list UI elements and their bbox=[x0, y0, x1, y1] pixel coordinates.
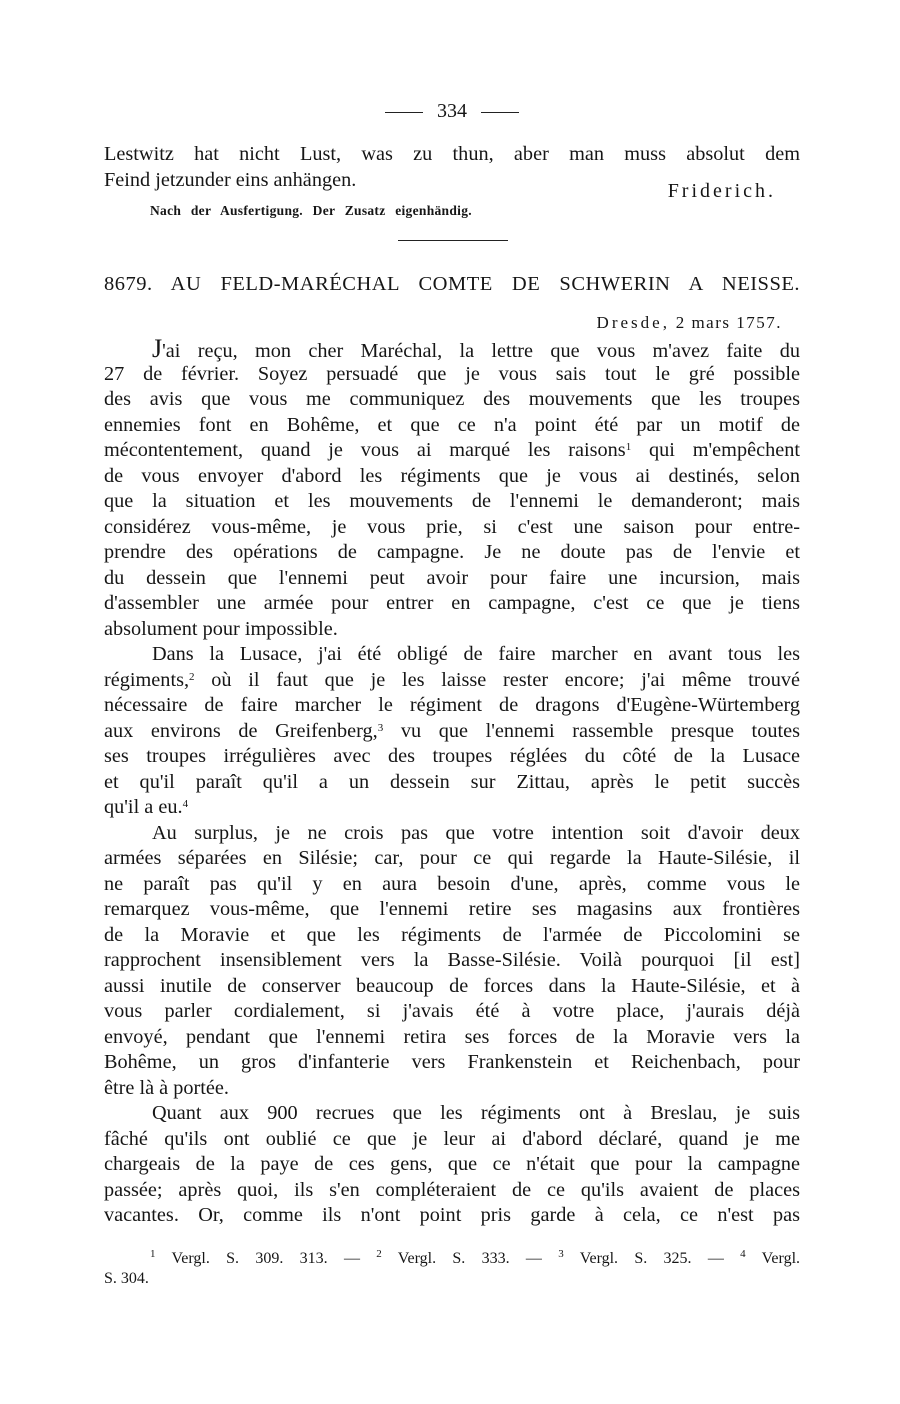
signature: Friderich. bbox=[667, 180, 776, 202]
dateline-place: Dresde, bbox=[596, 313, 670, 332]
page-number: 334 bbox=[104, 100, 800, 123]
letter-heading: 8679. AU FELD-MARÉCHAL COMTE DE SCHWERIN A NEISSE. bbox=[104, 273, 800, 295]
body-line: nécessaire de faire marcher le régiment de dragons d'Eugène-Würtemberg bbox=[104, 694, 800, 716]
body-line: ennemies font en Bohême, et que ce n'a point été par un motif de bbox=[104, 413, 800, 436]
footnote-ref: 4 bbox=[182, 798, 189, 810]
body-line: qu'il a eu.$^4$ bbox=[104, 796, 189, 818]
body-line: régiments,$^2$ où il faut que je les laisse rester encore; j'ai même trouvé bbox=[104, 668, 800, 691]
body-line: du dessein que l'ennemi peut avoir pour faire une incursion, mais bbox=[104, 566, 800, 589]
body-line: remarquez vous-même, que l'ennemi retire ses magasins aux frontières bbox=[104, 898, 800, 920]
body-line: 27 de février. Soyez persuadé que je vous sais tout le gré possible bbox=[104, 362, 800, 385]
body-line: J'ai reçu, mon cher Maréchal, la lettre que vous m'avez faite du bbox=[152, 334, 800, 363]
letter-dateline bbox=[597, 313, 782, 333]
body-line: que la situation et les mouvements de l'ennemi le demanderont; mais bbox=[104, 490, 800, 512]
dateline-date: 2 mars 1757. bbox=[675, 313, 782, 332]
section-divider bbox=[398, 240, 508, 241]
body-line: passée; après quoi, ils s'en compléteraient de ce qu'ils avaient de places bbox=[104, 1178, 800, 1201]
body-line: rapprochent insensiblement vers la Basse-Silésie. Voilà pourquoi [il est] bbox=[104, 949, 800, 971]
body-line: aux environs de Greifenberg,$^3$ vu que l'ennemi rassemble presque toutes bbox=[104, 719, 800, 742]
body-line: ne paraît pas qu'il y en aura besoin d'une, après, comme vous le bbox=[104, 872, 800, 895]
body-line: aussi inutile de conserver beaucoup de forces dans la Haute-Silésie, et à bbox=[104, 974, 800, 997]
footnote-ref: 3 bbox=[377, 721, 384, 734]
footnote-line: S. 304. bbox=[104, 1270, 149, 1287]
body-line: des avis que vous me communiquez des mouvements que les troupes bbox=[104, 388, 800, 410]
body-line: ses troupes irrégulières avec des troupes réglées du côté de la Lusace bbox=[104, 745, 800, 767]
body-line: mécontentement, quand je vous ai marqué les raisons$^1$ qui m'empêchent bbox=[104, 439, 801, 461]
body-line: de la Moravie et que les régiments de l'armée de Piccolomini se bbox=[104, 923, 800, 946]
body-line: d'assembler une armée pour entrer en campagne, c'est ce que je tiens bbox=[104, 592, 800, 614]
closing-line-1: Lestwitz hat nicht Lust, was zu thun, aber man muss absolut dem bbox=[104, 143, 800, 165]
drop-cap: J bbox=[152, 334, 163, 363]
body-line: prendre des opérations de campagne. Je ne doute pas de l'envie et bbox=[104, 541, 800, 563]
footnote-ref: 1 bbox=[625, 441, 632, 453]
footnote-ref: 2 bbox=[189, 670, 195, 683]
body-line: vacantes. Or, comme ils n'ont point pris garde à cela, ce n'est pas bbox=[104, 1204, 800, 1226]
page-number-dash-right bbox=[481, 112, 519, 113]
body-line: fâché qu'ils ont oublié ce que je leur ai d'abord déclaré, quand je me bbox=[104, 1127, 800, 1150]
body-line: et qu'il paraît qu'il a un dessein sur Zittau, après le petit succès bbox=[104, 770, 800, 793]
body-line: envoyé, pendant que l'ennemi retira ses forces de la Moravie vers la bbox=[104, 1025, 800, 1048]
closing-line-2: Feind jetzunder eins anhängen. bbox=[104, 169, 357, 191]
body-line: vous parler cordialement, si j'avais été à votre place, j'aurais déjà bbox=[104, 1000, 800, 1022]
body-line: de vous envoyer d'abord les régiments que je vous ai destinés, selon bbox=[104, 464, 800, 487]
page-number-dash-left bbox=[385, 112, 423, 113]
body-line: chargeais de la paye de ces gens, que ce n'était que pour la campagne bbox=[104, 1153, 800, 1175]
body-line: considérez vous-même, je vous prie, si c'est une saison pour entre- bbox=[104, 515, 800, 538]
body-line: armées séparées en Silésie; car, pour ce qui regarde la Haute-Silésie, il bbox=[104, 847, 800, 869]
footnote-line: $^1$ Vergl. S. 309. 313. — $^2$ Vergl. S. 333. — $^3$ Vergl. S. 325. — $^4$ Vergl. bbox=[150, 1248, 801, 1267]
body-line: Dans la Lusace, j'ai été obligé de faire marcher en avant tous les bbox=[152, 643, 800, 665]
source-note: Nach der Ausfertigung. Der Zusatz eigenhändig. bbox=[150, 203, 472, 218]
body-line: Bohême, un gros d'infanterie vers Frankenstein et Reichenbach, pour bbox=[104, 1051, 800, 1073]
body-line: absolument pour impossible. bbox=[104, 617, 338, 640]
body-line: être là à portée. bbox=[104, 1076, 229, 1099]
body-line: Quant aux 900 recrues que les régiments ont à Breslau, je suis bbox=[152, 1102, 800, 1124]
body-line: Au surplus, je ne crois pas que votre intention soit d'avoir deux bbox=[152, 821, 800, 844]
